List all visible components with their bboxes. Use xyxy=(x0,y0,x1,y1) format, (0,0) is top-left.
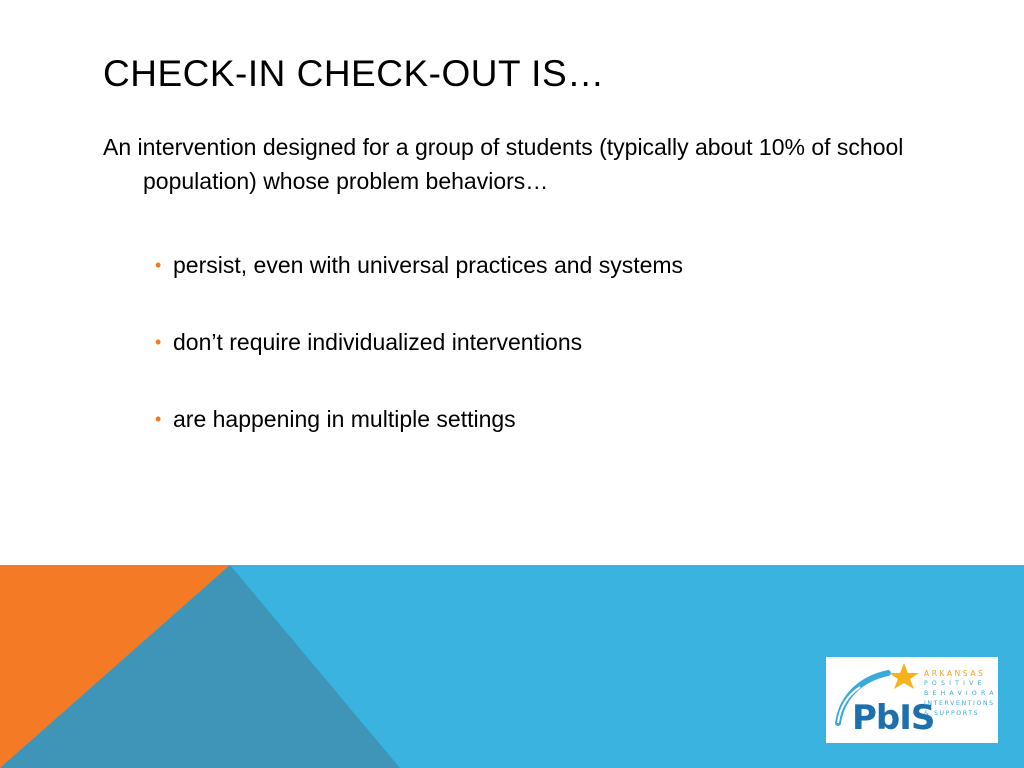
bullet-icon: • xyxy=(155,409,162,429)
pbis-logo xyxy=(826,657,1006,743)
bullet-text: persist, even with universal practices and systems xyxy=(173,252,684,278)
pbis-logo-mark xyxy=(826,657,935,743)
bullet-list xyxy=(155,248,683,479)
bullet-item xyxy=(155,402,683,436)
svg-text:PbIS: PbIS xyxy=(852,698,935,738)
bullet-icon: • xyxy=(155,255,162,275)
intro-paragraph: An intervention designed for a group of students (typically about 10% of school population) whose problem behaviors… xyxy=(103,134,904,194)
bullet-item xyxy=(155,248,683,282)
pbis-logo-text: ARKANSAS POSITIVE BEHAVIORAL INTERVENTIONS & SUPPORTS xyxy=(924,669,1006,717)
bullet-text: don’t require individualized interventions xyxy=(173,329,583,355)
bullet-item xyxy=(155,325,683,359)
bullet-text: are happening in multiple settings xyxy=(173,406,516,432)
bullet-icon: • xyxy=(155,332,162,352)
slide-title: CHECK-IN CHECK-OUT IS… xyxy=(103,53,605,94)
